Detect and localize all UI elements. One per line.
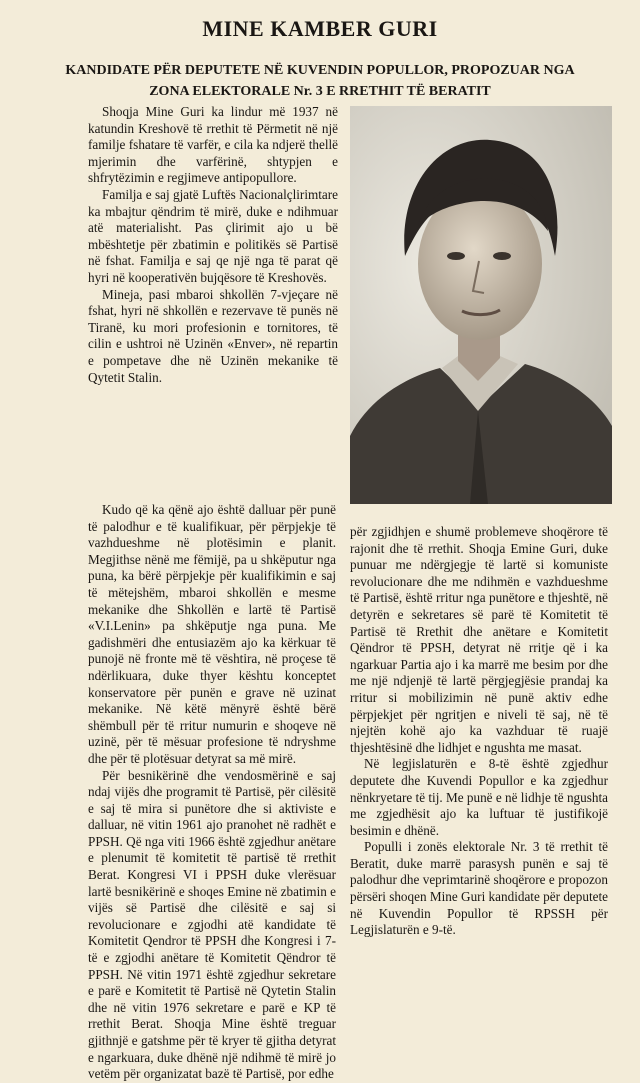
left-column-bottom: [88, 502, 336, 1083]
paragraph: Mineja, pasi mbaroi shkollën 7-vjeçare në fshat, hyri në shkollën e rezervave të punës në Tiranë, ku mori profesionin e tornitores, të cilin e ushtroi në Uzinën «Enver», në repartin e pompetave dhe në Uzinën mekanike të Qytetit Stalin.: [88, 286, 338, 385]
portrait-image: [350, 106, 612, 504]
paragraph: Populli i zonës elektorale Nr. 3 të rrethit të Beratit, duke marrë parasysh punën e saj të palodhur dhe veprimtarinë shoqërore e propozon përsëri shoqen Mine Guri kandidate për deputete në Kuvendin Popullor të RPSSH për Legjislaturën e 9-të.: [350, 839, 608, 938]
paragraph: Kudo që ka qënë ajo është dalluar për punë të palodhur e të kualifikuar, për përpjekje të vazhdueshme në plotësimin e planit. Megjithse nënë me fëmijë, pa u shkëputur nga puna, ka bërë përpjekje për kualifikimin e saj të mëtejshëm, mbaroi shkollën e mesme mekanike dhe Shkollën e lartë të Partisë «V.I.Lenin» pa shkëputje nga puna. Me gadishmëri dhe entusiazëm ajo ka kërkuar të punojë në fronte më të vështira, në proçese të ndërlikuara, duke thyer kështu konceptet konservatore për punën e grave në uzinat mekanike. Në këtë mënyrë është bërë shëmbull për të rritur numurin e shoqeve në uzinë, për të mësuar profesione të ndryshme dhe për të plotësuar detyrat sa më mirë.: [88, 502, 336, 766]
page-subtitle: KANDIDATE PËR DEPUTETE NË KUVENDIN POPULLOR, PROPOZUAR NGA ZONA ELEKTORALE Nr. 3 E RRETHIT TË BERATIT: [65, 63, 575, 99]
left-column-top: [88, 104, 338, 386]
paragraph: Për besnikërinë dhe vendosmërinë e saj ndaj vijës dhe programit të Partisë, për cilësitë e saj të mira si punëtore dhe si aktiviste e dalluar, në vitin 1961 ajo pranohet në radhët e PPSH. Që nga viti 1966 është zgjedhur anëtare e plenumit të komitetit të partisë të rrethit Berat. Kongresi VI i PPSH duke vlerësuar lartë besnikërinë e shoqes Emine në zbatimin e vijës së Partisë dhe cilësitë e saj si revolucionare e zgjodhi atë kandidate të Komitetit Qendror të PPSH dhe Kongresi i 7-të e zgjodhi anëtare të Komitetit Qëndror të PPSH. Në vitin 1971 është zgjedhur sekretare e parë e Komitetit të Partisë në Qytetin Stalin dhe në vitin 1976 sekretare e parë e KP të rrethit Berat. Shoqja Mine është treguar gjithnjë e gatshme për të kryer të gjitha detyrat e ngarkuara, duke dhënë një ndihmë të mirë jo vetëm për organizatat bazë të Partisë, por edhe: [88, 767, 336, 1082]
page-title: MINE KAMBER GURI: [202, 16, 438, 41]
right-column-bottom: [350, 524, 608, 939]
paragraph: Në legjislaturën e 8-të është zgjedhur deputete dhe Kuvendi Popullor e ka zgjedhur nënkryetare të tij. Me punë e në lidhje të ngushta me zgjedhësit ajo ka luftuar të justifikojë besimin e dhënë.: [350, 756, 608, 838]
paragraph: Shoqja Mine Guri ka lindur më 1937 në katundin Kreshovë të rrethit të Përmetit në një familje fshatare të varfër, e cila ka ndjerë thellë mjerimin dhe varfërinë, shtypjen e shfrytëzimin e regjimeve antipopullore.: [88, 104, 338, 186]
portrait-photo: [350, 106, 612, 504]
paragraph: Familja e saj gjatë Luftës Nacionalçlirimtare ka mbajtur qëndrim të mirë, duke e ndihmuar atë materialisht. Pas çlirimit ajo u bë mbështetje për zbatimin e politikës së Partisë në fshat. Familja e saj qe një nga të parat që hyri në kooperativën bujqësore të Kreshovës.: [88, 186, 338, 285]
paragraph: për zgjidhjen e shumë problemeve shoqërore të rajonit dhe të rrethit. Shoqja Emine Guri, duke punuar me ndërgjegje të lartë si komuniste revolucionare dhe me ndihmën e vazhdueshme të Partisë, është rritur nga punëtore e thjeshtë, në detyrën e sekretares së parë të Komitetit të Partisë të Rrethit dhe anëtare e Komitetit Qëndror të PPSH, detyrat në rritje që i ka ngarkuar Partia ajo i ka marrë me besim por dhe me një ndjenjë të lartë përgjegjësie prandaj ka rritur si mobilizimin në punë aktiv edhe përpjekjet për ngritjen e niveli të saj, në të njejtën kohë ajo ka vazhduar të ruajë thjeshtësinë dhe lidhjet e ngushta me masat.: [350, 524, 608, 755]
